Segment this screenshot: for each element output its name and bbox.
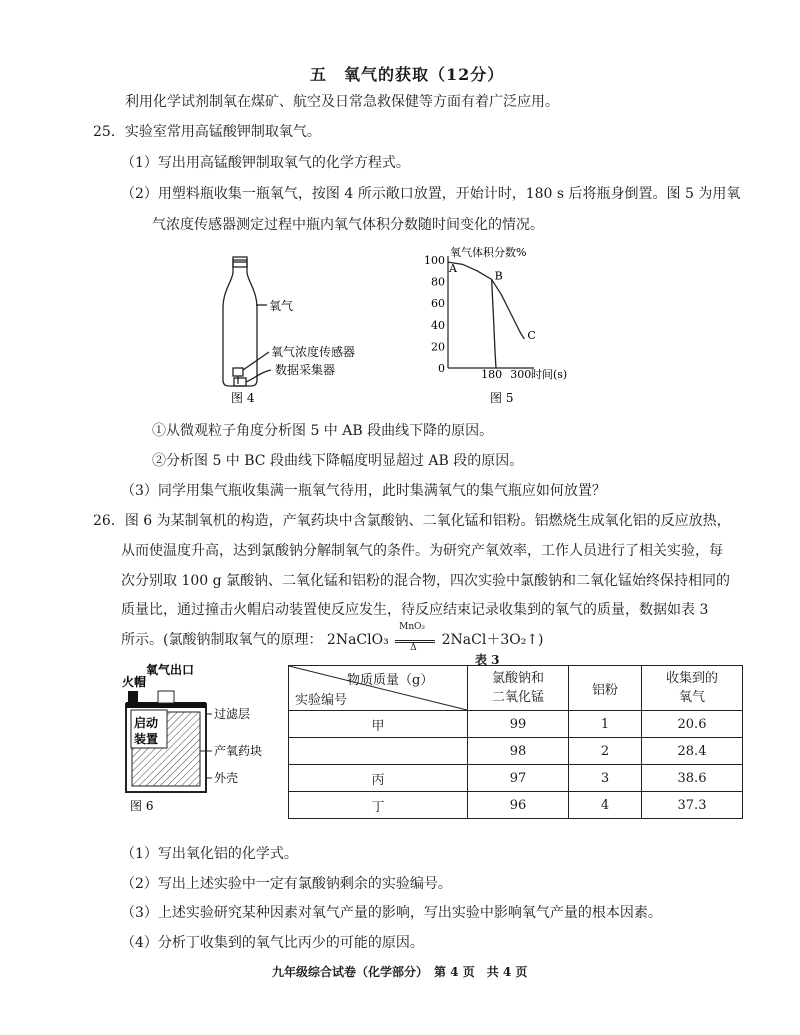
fig6-label-outlet: 氧气出口 [146, 663, 195, 677]
figure-5-chart [420, 240, 568, 408]
table3-corner-cell [289, 666, 468, 711]
table3-header-col1-line1: 氯酸钠和 [491, 671, 544, 686]
fig6-label-start2: 装置 [134, 732, 159, 746]
fig5-point-label-C: C [527, 328, 536, 342]
table3-header-col3-line1: 收集到的 [665, 671, 718, 686]
equation-catalyst: MnO₂ [399, 622, 426, 632]
reaction-arrow [393, 622, 437, 653]
table3-header-col1 [468, 666, 569, 711]
table3-header-col1-line2: 二氧化锰 [491, 690, 544, 705]
fig4-label-oxygen: 氧气 [269, 299, 294, 313]
q25-sub1: ①从微观粒子角度分析图 5 中 AB 段曲线下降的原因。 [152, 423, 494, 439]
fig5-x-tick-label: 180 [481, 368, 503, 381]
table3-header-col2: 铝粉 [569, 666, 642, 711]
table-cell-al: 3 [569, 765, 642, 792]
bottle-outline [223, 260, 257, 386]
fig5-series-line-0 [448, 262, 524, 339]
table-cell-mix: 97 [468, 765, 569, 792]
q26-part4: （4）分析丁收集到的氧气比丙少的可能的原因。 [121, 935, 424, 951]
q26-part3: （3）上述实验研究某种因素对氧气产量的影响，写出实验中影响氧气产量的根本因素。 [121, 905, 662, 921]
fig5-caption: 图 5 [490, 391, 514, 405]
table-cell-al: 4 [569, 792, 642, 819]
table-cell-o2: 28.4 [642, 738, 743, 765]
table-cell-id: 丙 [289, 765, 468, 792]
table-row [289, 711, 743, 738]
table-cell-mix: 98 [468, 738, 569, 765]
collector-box [234, 378, 246, 386]
table-cell-id: 丁 [289, 792, 468, 819]
table-cell-al: 2 [569, 738, 642, 765]
table-cell-id [289, 738, 468, 765]
q26-part2: （2）写出上述实验中一定有氯酸钠剩余的实验编号。 [121, 876, 452, 892]
table3-caption: 表 3 [475, 653, 500, 667]
q26-part1: （1）写出氧化铝的化学式。 [121, 846, 298, 862]
table3-corner-top: 物质质量（g） [347, 673, 434, 688]
fig4-caption: 图 4 [231, 391, 255, 405]
fig6-caption: 图 6 [130, 799, 154, 813]
table3-header-col3-line2: 氧气 [678, 690, 705, 705]
equation-right: 2NaCl＋3O₂↑) [441, 632, 544, 648]
q25-part2-line2: 气浓度传感器测定过程中瓶内氧气体积分数随时间变化的情况。 [152, 217, 544, 233]
table-cell-id: 甲 [289, 711, 468, 738]
oxygen-outlet [158, 691, 174, 703]
sensor-box [233, 368, 243, 376]
fig6-label-shell: 外壳 [214, 771, 239, 785]
section-title: 五 氧气的获取（12分） [310, 65, 505, 84]
fig5-y-axis-title: 氧气体积分数% [450, 246, 527, 259]
equation-left: 2NaClO₃ [326, 632, 389, 648]
table3-header-col3 [642, 666, 743, 711]
table3-corner-bottom: 实验编号 [295, 693, 348, 708]
q25-part1: （1）写出用高锰酸钾制取氧气的化学方程式。 [121, 155, 410, 171]
fig5-y-tick-label: 40 [431, 318, 445, 332]
q26-line2: 从而使温度升高，达到氯酸钠分解制氧气的条件。为研究产氧效率，工作人员进行了相关实验，每 [121, 543, 723, 559]
fig5-y-tick-label: 100 [424, 254, 445, 267]
fig4-label-collector: 数据采集器 [275, 363, 336, 377]
q25-stem: 25．实验室常用高锰酸钾制取氧气。 [93, 124, 321, 140]
q26-line5 [121, 622, 544, 653]
fig6-label-block: 产氧药块 [214, 744, 263, 758]
q25-sub2: ②分析图 5 中 BC 段曲线下降幅度明显超过 AB 段的原因。 [152, 453, 524, 469]
fig5-y-tick-label: 60 [431, 297, 445, 311]
fig5-y-tick-label: 80 [431, 275, 445, 289]
fig5-point-label-B: B [494, 269, 503, 283]
figure-6-device [118, 658, 278, 818]
fig6-label-cap: 火帽 [122, 675, 147, 689]
table-cell-mix: 96 [468, 792, 569, 819]
table-3 [288, 665, 743, 819]
fig5-y-tick-label: 20 [431, 340, 445, 354]
fig5-point-label-A: A [449, 262, 457, 276]
table-row [289, 792, 743, 819]
table-cell-o2: 20.6 [642, 711, 743, 738]
fig6-label-start1: 启动 [134, 716, 159, 730]
q26-line4: 质量比，通过撞击火帽启动装置使反应发生，待反应结束记录收集到的氧气的质量，数据如表 3 [121, 602, 709, 618]
fig6-label-filter: 过滤层 [214, 707, 251, 721]
q26-line1: 26．图 6 为某制氧机的构造，产氧药块中含氯酸钠、二氧化锰和铝粉。铝燃烧生成氧化铝的反应放热， [93, 513, 731, 529]
fig5-x-axis-unit: 时间(s) [531, 368, 568, 381]
intro-text: 利用化学试剂制氧在煤矿、航空及日常急救保健等方面有着广泛应用。 [125, 94, 559, 110]
fig5-series-line-1 [492, 279, 496, 368]
q25-part3: （3）同学用集气瓶收集满一瓶氧气待用，此时集满氧气的集气瓶应如何放置？ [121, 483, 606, 499]
fig5-x-tick-label: 300 [510, 368, 532, 381]
table-row [289, 765, 743, 792]
fig4-label-sensor: 氧气浓度传感器 [271, 345, 356, 359]
figure-4-bottle-diagram [205, 250, 395, 410]
table-cell-mix: 99 [468, 711, 569, 738]
table-cell-o2: 38.6 [642, 765, 743, 792]
table-cell-al: 1 [569, 711, 642, 738]
q26-line5-prefix: 所示。(氯酸钠制取氧气的原理： [121, 632, 323, 648]
table-row [289, 738, 743, 765]
q25-part2-line1: （2）用塑料瓶收集一瓶氧气，按图 4 所示敞口放置，开始计时，180 s 后将瓶身倒置。图 5 为用氧 [121, 186, 741, 202]
cap-part [128, 691, 138, 703]
fig5-y-tick-label: 0 [438, 362, 445, 375]
table-cell-o2: 37.3 [642, 792, 743, 819]
q26-line3: 次分别取 100 g 氯酸钠、二氧化锰和铝粉的混合物，四次实验中氯酸钠和二氧化锰始终保持相同的 [121, 573, 731, 589]
equation-condition: Δ [410, 643, 417, 653]
page-footer: 九年级综合试卷（化学部分） 第 4 页 共 4 页 [272, 965, 528, 979]
